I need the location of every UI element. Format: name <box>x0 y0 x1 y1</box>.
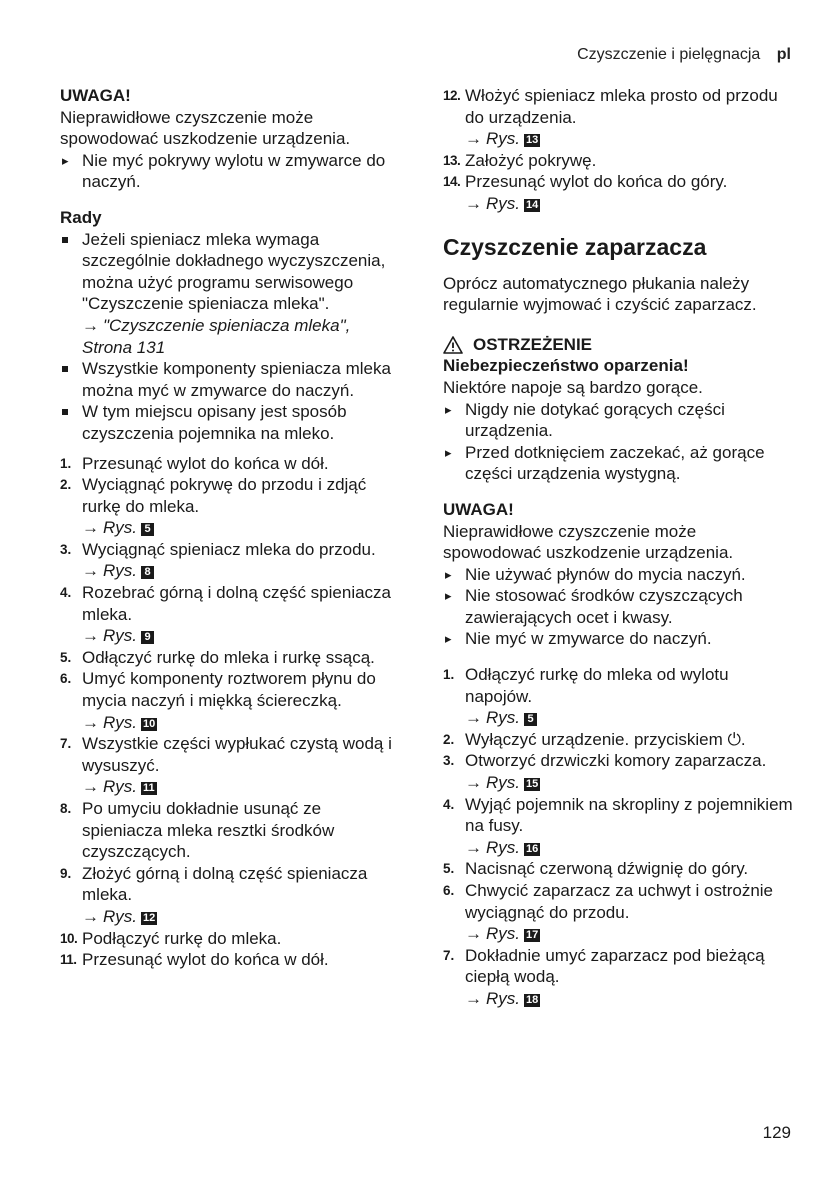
step-item <box>60 928 400 950</box>
step-number: 10. <box>60 930 78 946</box>
arrow-icon: → <box>82 712 99 732</box>
step-text: Przesunąć wylot do końca w dół. <box>82 453 329 473</box>
step-text: Wyjąć pojemnik na skropliny z pojemnikiem na fusy. <box>465 794 793 836</box>
caution-heading: UWAGA! <box>60 86 131 105</box>
arrow-icon: → <box>465 129 482 149</box>
step-item <box>60 474 400 539</box>
figure-number-badge: 9 <box>141 631 154 644</box>
figure-reference <box>82 712 400 734</box>
figure-label: Rys. <box>486 773 520 793</box>
figure-label: Rys. <box>103 626 137 646</box>
step-item <box>443 945 793 1010</box>
figure-number-badge: 5 <box>524 713 537 726</box>
figure-label: Rys. <box>486 193 520 213</box>
step-number: 1. <box>60 455 72 471</box>
caution-bullet: ▸ Nie myć w zmywarce do naczyń. <box>443 628 793 650</box>
step-item <box>443 150 793 172</box>
step-number: 3. <box>443 753 455 769</box>
step-number: 4. <box>443 796 455 812</box>
warning-triangle-icon <box>443 336 463 354</box>
warning-text: Niektóre napoje są bardzo gorące. <box>443 377 703 397</box>
figure-number-badge: 16 <box>526 842 539 855</box>
step-text: Chwycić zaparzacz za uchwyt i ostrożnie wyciągnąć do przodu. <box>465 881 774 922</box>
step-text: Odłączyć rurkę do mleka i rurkę ssącą. <box>82 647 375 667</box>
left-steps <box>60 453 400 971</box>
figure-label: Rys. <box>103 712 137 732</box>
figure-number-badge: 13 <box>526 134 539 147</box>
arrow-icon: → <box>465 193 482 213</box>
page-number: 129 <box>762 1123 791 1142</box>
tip-item <box>60 358 400 401</box>
arrow-icon: → <box>465 708 482 728</box>
tip-text: W tym miejscu opisany jest sposób czyszczenia pojemnika na mleko. <box>82 402 347 443</box>
arrow-icon: → <box>82 626 99 646</box>
step-text: Nacisnąć czerwoną dźwignię do góry. <box>465 859 749 879</box>
arrow-icon: → <box>465 773 482 793</box>
step-item <box>443 750 793 793</box>
figure-label: Rys. <box>486 837 520 857</box>
step-item <box>60 798 400 863</box>
figure-label: Rys. <box>486 708 520 728</box>
step-item <box>60 539 400 582</box>
figure-number-badge: 18 <box>526 993 539 1006</box>
arrow-icon: → <box>465 988 482 1008</box>
section-title: Czyszczenie zaparzacza <box>443 233 707 260</box>
figure-label: Rys. <box>486 924 520 944</box>
step-number: 4. <box>60 585 72 601</box>
figure-reference <box>465 988 793 1010</box>
step-number: 2. <box>443 731 455 747</box>
step-number: 5. <box>60 649 72 665</box>
step-text: Odłączyć rurkę do mleka od wylotu napojów. <box>465 665 729 706</box>
figure-reference <box>465 128 793 150</box>
step-item <box>60 949 400 971</box>
figure-reference <box>82 517 400 539</box>
step-item <box>60 668 400 733</box>
caution-text: Nieprawidłowe czyszczenie może spowodować uszkodzenie urządzenia. <box>60 107 351 149</box>
step-text: Po umyciu dokładnie usunąć ze spieniacza mleka resztki środków czyszczących. <box>82 799 335 862</box>
step-number: 5. <box>443 861 455 877</box>
step-number: 13. <box>443 152 461 168</box>
figure-number-badge: 5 <box>141 523 154 536</box>
step-item <box>443 858 793 880</box>
figure-reference <box>82 625 400 647</box>
reference-text: "Czyszczenie spieniacza mleka", Strona 131 <box>82 315 351 357</box>
step-text: Przesunąć wylot do końca w dół. <box>82 950 329 970</box>
step-text: Rozebrać górną i dolną część spieniacza mleka. <box>82 583 392 624</box>
step-item <box>60 733 400 798</box>
step-text: Otworzyć drzwiczki komory zaparzacza. <box>465 751 767 771</box>
power-button-icon: ⏻. <box>727 729 746 749</box>
tip-item <box>60 229 400 359</box>
step-text: Wyciągnąć spieniacz mleka do przodu. <box>82 539 376 559</box>
step-text: Złożyć górną i dolną część spieniacza mleka. <box>82 863 368 905</box>
left-column <box>60 85 400 971</box>
step-number: 2. <box>60 477 72 493</box>
figure-reference <box>82 776 400 798</box>
figure-label: Rys. <box>103 518 137 538</box>
figure-reference <box>465 707 793 729</box>
step-text: Umyć komponenty roztworem płynu do mycia naczyń i miękką ściereczką. <box>82 669 376 711</box>
tip-text: Jeżeli spieniacz mleka wymaga szczególnie dokładnego wyczyszczenia, można użyć programu serwisowego "Czyszczenie spieniacza mleka". <box>82 229 386 314</box>
warning-label: OSTRZEŻENIE <box>473 334 593 354</box>
figure-number-badge: 17 <box>526 929 539 942</box>
figure-number-badge: 10 <box>143 717 156 730</box>
arrow-icon: → <box>82 561 99 581</box>
step-number: 14. <box>443 174 461 190</box>
language-code: pl <box>776 46 791 63</box>
section-intro: Oprócz automatycznego płukania należy regularnie wyjmować i czyścić zaparzacz. <box>443 273 757 315</box>
figure-label: Rys. <box>103 906 137 926</box>
step-number: 3. <box>60 541 72 557</box>
step-item <box>60 453 400 475</box>
step-text: Podłączyć rurkę do mleka. <box>82 928 282 948</box>
step-item <box>443 171 793 214</box>
step-item <box>60 863 400 928</box>
step-text: Wszystkie części wypłukać czystą wodą i wysuszyć. <box>82 734 392 775</box>
arrow-icon: → <box>82 315 99 335</box>
caution-heading: UWAGA! <box>443 499 514 519</box>
step-number: 6. <box>60 671 72 687</box>
warning-bullet: ▸ Nigdy nie dotykać gorących części urządzenia. <box>443 399 793 442</box>
step-number: 11. <box>60 952 77 968</box>
header-title: Czyszczenie i pielęgnacja <box>577 46 761 63</box>
step-number: 7. <box>60 736 72 752</box>
figure-number-badge: 14 <box>526 198 539 211</box>
step-number: 8. <box>60 801 72 816</box>
step-text: Przesunąć wylot do końca do góry. <box>465 172 728 192</box>
step-item <box>60 647 400 669</box>
step-number: 7. <box>443 947 455 963</box>
figure-reference <box>82 906 400 928</box>
step-text: Wyłączyć urządzenie. przyciskiem <box>465 729 723 749</box>
step-text: Wyciągnąć pokrywę do przodu i zdjąć rurkę do mleka. <box>82 475 367 516</box>
caution-bullet: ▸ Nie myć pokrywy wylotu w zmywarce do naczyń. <box>60 150 400 193</box>
figure-reference <box>465 772 793 794</box>
step-number: 6. <box>443 883 455 898</box>
step-text: Włożyć spieniacz mleka prosto od przodu do urządzenia. <box>465 86 778 127</box>
step-number: 12. <box>443 88 461 103</box>
step-item <box>443 729 793 751</box>
warning-subheading: Niebezpieczeństwo oparzenia! <box>443 356 689 376</box>
caution-bullet: ▸ Nie stosować środków czyszczących zawierających ocet i kwasy. <box>443 585 793 628</box>
tips-heading: Rady <box>60 207 102 227</box>
figure-number-badge: 12 <box>143 911 156 924</box>
warning-bullet: ▸ Przed dotknięciem zaczekać, aż gorące części urządzenia wystygną. <box>443 442 793 485</box>
caution-text: Nieprawidłowe czyszczenie może spowodować uszkodzenie urządzenia. <box>443 521 734 563</box>
figure-label: Rys. <box>486 988 520 1008</box>
arrow-icon: → <box>82 777 99 797</box>
figure-reference <box>82 560 400 582</box>
figure-label: Rys. <box>103 777 137 797</box>
warning-header <box>443 334 793 356</box>
caution-bullet: ▸ Nie używać płynów do mycia naczyń. <box>443 564 793 586</box>
step-item <box>443 664 793 729</box>
step-item <box>443 85 793 150</box>
figure-number-badge: 15 <box>526 778 539 791</box>
figure-label: Rys. <box>486 129 520 149</box>
page-reference[interactable] <box>82 315 400 358</box>
step-number: 9. <box>60 865 72 881</box>
step-item <box>443 880 793 945</box>
step-text: Dokładnie umyć zaparzacz pod bieżącą ciepłą wodą. <box>465 945 765 987</box>
figure-number-badge: 11 <box>143 782 155 795</box>
figure-reference <box>465 923 793 945</box>
tip-text: Wszystkie komponenty spieniacza mleka można myć w zmywarce do naczyń. <box>82 359 391 400</box>
arrow-icon: → <box>465 837 482 857</box>
figure-number-badge: 8 <box>141 566 154 579</box>
tip-item <box>60 401 400 444</box>
step-item <box>443 794 793 859</box>
arrow-icon: → <box>82 518 99 538</box>
step-text: Założyć pokrywę. <box>465 150 597 170</box>
step-item <box>60 582 400 647</box>
step-number: 1. <box>443 667 455 683</box>
arrow-icon: → <box>82 906 99 926</box>
page-header <box>577 46 791 64</box>
figure-label: Rys. <box>103 561 137 581</box>
figure-reference <box>465 193 793 215</box>
arrow-icon: → <box>465 924 482 944</box>
right-column <box>443 85 793 1010</box>
figure-reference <box>465 837 793 859</box>
